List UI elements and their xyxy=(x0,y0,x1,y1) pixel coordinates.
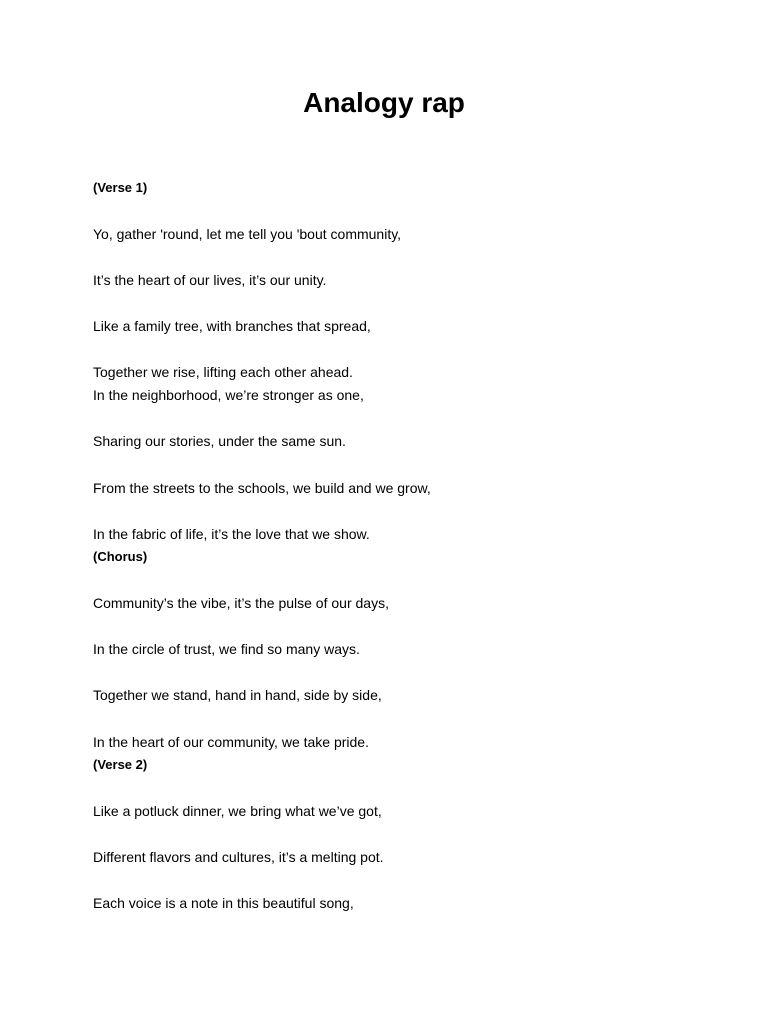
lyric-line: In the heart of our community, we take pride. xyxy=(93,734,369,750)
section-heading-verse-2: (Verse 2) xyxy=(93,757,148,772)
document-title: Analogy rap xyxy=(303,87,465,118)
lyric-line: In the circle of trust, we find so many ways. xyxy=(93,641,360,657)
section-heading-verse-1: (Verse 1) xyxy=(93,180,148,195)
lyric-line: Different flavors and cultures, it’s a melting pot. xyxy=(93,849,384,865)
lyric-line: Yo, gather 'round, let me tell you 'bout community, xyxy=(93,226,402,242)
lyric-line: Together we stand, hand in hand, side by side, xyxy=(93,687,382,703)
lyric-line: In the neighborhood, we’re stronger as one, xyxy=(93,387,364,403)
lyric-line: Each voice is a note in this beautiful song, xyxy=(93,895,354,911)
lyric-line: Community’s the vibe, it’s the pulse of our days, xyxy=(93,595,389,611)
lyric-line: It’s the heart of our lives, it’s our unity. xyxy=(93,272,327,288)
lyric-line: In the fabric of life, it’s the love that we show. xyxy=(93,526,370,542)
lyric-line: Like a potluck dinner, we bring what we’ve got, xyxy=(93,803,382,819)
lyric-line: Together we rise, lifting each other ahead. xyxy=(93,364,353,380)
lyric-line: Like a family tree, with branches that spread, xyxy=(93,318,371,334)
lyric-line: Sharing our stories, under the same sun. xyxy=(93,433,346,449)
section-heading-chorus: (Chorus) xyxy=(93,549,148,564)
lyric-line: From the streets to the schools, we build and we grow, xyxy=(93,480,431,496)
